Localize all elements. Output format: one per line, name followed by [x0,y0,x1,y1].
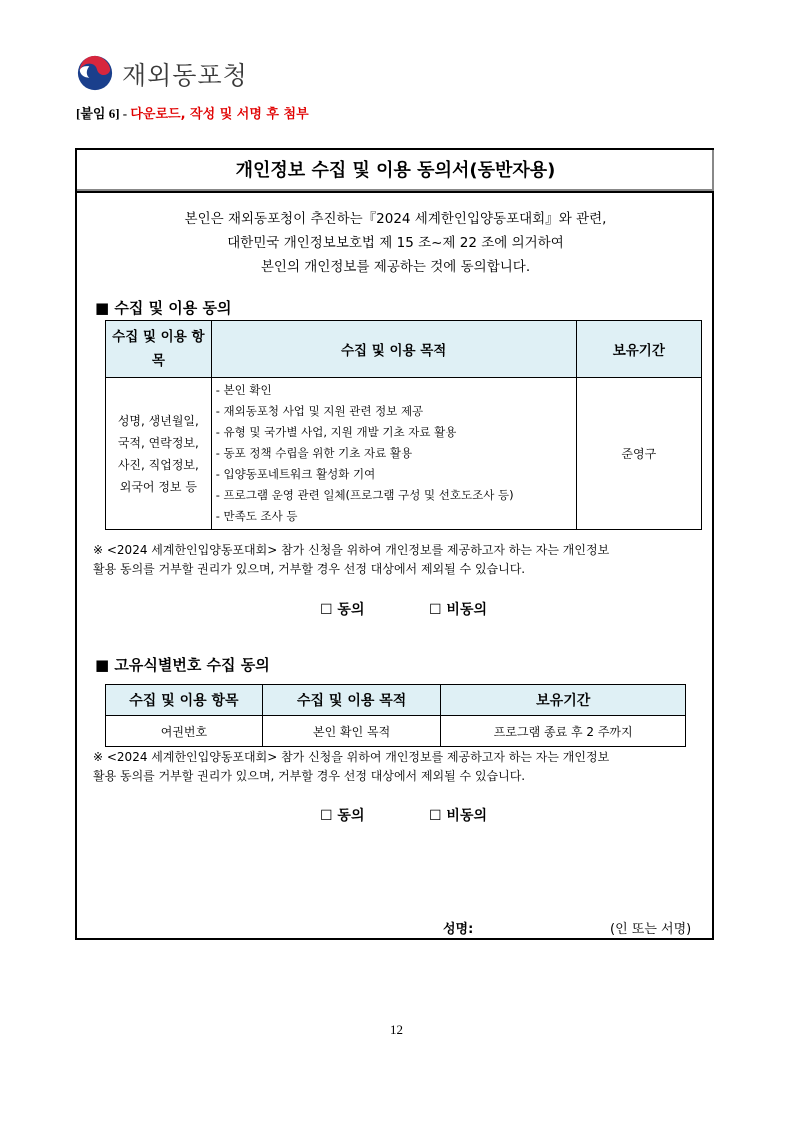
purpose-line: - 재외동포청 사업 및 지원 관련 정보 제공 [215,404,424,418]
purpose-line: - 유형 및 국가별 사업, 지원 개발 기초 자료 활용 [215,425,457,439]
notice-text [93,748,703,786]
notice-line: 활용 동의를 거부할 권리가 있으며, 거부할 경우 선정 대상에서 제외될 수 있습니다. [93,769,526,783]
purpose-line: - 입양동포네트워크 활성화 기여 [215,467,376,481]
logo [76,54,276,94]
signature-label: 성명: [443,922,474,937]
purpose-line: - 동포 정책 수립을 위한 기초 자료 활용 [215,446,413,460]
notice-line: ※ <2024 세계한인입양동포대회> 참가 신청을 위하여 개인정보를 제공하고자 하는 자는 개인정보 [93,750,610,764]
item-line: 사진, 직업정보, [117,457,199,472]
item-line: 외국어 정보 등 [119,479,197,494]
notice-text [93,541,703,579]
intro-line: 대한민국 개인정보보호법 제 15 조~제 22 조에 의거하여 [227,235,564,251]
form-title: 개인정보 수집 및 이용 동의서(동반자용) [77,150,714,193]
section-title-collection: ■ 수집 및 이용 동의 [95,299,232,317]
table-row [106,378,702,530]
item-cell: 여권번호 [106,716,263,747]
collection-table [105,320,702,530]
intro-line: 본인은 재외동포청이 추진하는『2024 세계한인입양동포대회』와 관련, [184,211,607,227]
agree-checkbox[interactable]: ☐ 동의 [320,808,365,824]
intro-text [77,207,714,279]
retention-cell: 준영구 [576,378,701,530]
retention-cell: 프로그램 종료 후 2 주까지 [441,716,686,747]
section-title-unique-id: ■ 고유식별번호 수집 동의 [95,656,270,674]
taegeuk-logo-icon [76,54,114,92]
attachment-header [76,103,309,122]
header-purpose: 수집 및 이용 목적 [211,321,576,378]
header-items: 수집 및 이용 항목 [106,321,212,378]
agree-checkbox[interactable]: ☐ 동의 [320,602,365,618]
table-header-row [106,685,686,716]
page-number: 12 [390,1022,403,1037]
header-retention: 보유기간 [576,321,701,378]
logo-text: 재외동포청 [122,61,248,90]
item-line: 성명, 생년월일, [117,413,199,428]
attachment-label: [붙임 6] - [76,106,131,121]
purpose-line: - 본인 확인 [215,383,272,397]
items-cell [106,378,212,530]
purpose-cell: 본인 확인 목적 [262,716,441,747]
item-line: 국적, 연락정보, [117,435,199,450]
unique-id-table [105,684,686,747]
header-purpose: 수집 및 이용 목적 [262,685,441,716]
header-items: 수집 및 이용 항목 [106,685,263,716]
header-retention: 보유기간 [441,685,686,716]
purpose-line: - 프로그램 운영 관련 일체(프로그램 구성 및 선호도조사 등) [215,488,514,502]
disagree-checkbox[interactable]: ☐ 비동의 [429,602,487,618]
attachment-note: 다운로드, 작성 및 서명 후 첨부 [130,107,309,122]
disagree-checkbox[interactable]: ☐ 비동의 [429,808,487,824]
signature-hint[interactable]: (인 또는 서명) [610,922,692,937]
notice-line: ※ <2024 세계한인입양동포대회> 참가 신청을 위하여 개인정보를 제공하고자 하는 자는 개인정보 [93,543,610,557]
purposes-cell [211,378,576,530]
purpose-line: - 만족도 조사 등 [215,509,298,523]
intro-line: 본인의 개인정보를 제공하는 것에 동의합니다. [260,259,531,275]
table-header-row [106,321,702,378]
consent-form [75,148,714,940]
notice-line: 활용 동의를 거부할 권리가 있으며, 거부할 경우 선정 대상에서 제외될 수 있습니다. [93,562,526,576]
table-row [106,716,686,747]
